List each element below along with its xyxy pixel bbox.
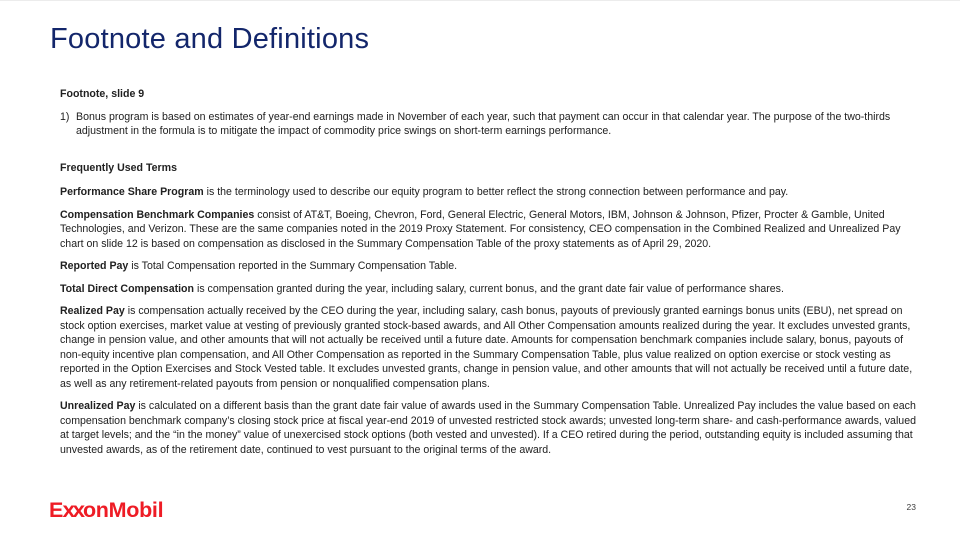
slide-body bbox=[60, 87, 917, 465]
term-name: Realized Pay bbox=[60, 305, 125, 317]
definition-realized-pay bbox=[60, 304, 917, 391]
term-definition: is Total Compensation reported in the Summary Compensation Table. bbox=[128, 260, 458, 272]
definition-total-direct-compensation bbox=[60, 282, 917, 297]
term-definition: is compensation granted during the year, including salary, current bonus, and the grant date fair value of performance shares. bbox=[194, 282, 784, 295]
term-definition: is compensation actually received by the CEO during the year, including salary, cash bonus, payouts of previously granted earnings bonus units (EBU), net spread on stock option exercises, market value at vesting of previously granted stock-based awards, and All Other Compensation amounts realized during the year. It excludes unvested grants, change in pension value, and other amounts that will not actually be received until a future date. Amounts for compensation benchmark companies include salary, bonus, payouts of non-equity incentive plan compensation, and All Other Compensation as reported in the Summary Compensation Table, plus value realized on option exercise or stock vesting as reported in the Option Exercises and Stock Vested table. It excludes unvested grants, change in pension value, and other amounts that will not actually be received until a future date, as well as any retirement-related payouts from pension or nonqualified compensation plans. bbox=[60, 305, 913, 390]
logo-part-onmobil: onMobil bbox=[82, 498, 164, 522]
page-title: Footnote and Definitions bbox=[50, 23, 370, 55]
terms-heading: Frequently Used Terms bbox=[60, 161, 177, 174]
footnote-marker: 1) bbox=[60, 110, 70, 123]
term-definition: consist of AT&T, Boeing, Chevron, Ford, General Electric, General Motors, IBM, Johnson & Johnson, Pfizer, Procter & Gamble, United Technologies, and Verizon. These are the same companies noted in the 2019 Proxy Statement. For consistency, CEO compensation in the Combined Realized and Unrealized Pay chart on slide 12 is based on compensation as disclosed in the Summary Compensation Table of the proxy statements as of April 29, 2020. bbox=[60, 208, 901, 250]
footnote-heading: Footnote, slide 9 bbox=[60, 88, 145, 100]
definition-unrealized-pay bbox=[60, 399, 917, 457]
footnote-text: Bonus program is based on estimates of year-end earnings made in November of each year, such that payment can occur in that calendar year. The purpose of the two-thirds adjustment in the formula is to mitigate the impact of commodity price swings on short-term earnings performance. bbox=[76, 110, 891, 137]
logo-part-e: E bbox=[49, 498, 64, 522]
term-name: Compensation Benchmark Companies bbox=[60, 208, 255, 221]
term-name: Unrealized Pay bbox=[60, 400, 136, 412]
term-definition: is calculated on a different basis than the grant date fair value of awards used in the Summary Compensation Table. Unrealized Pay includes the value based on each compensation benchmark company’s closing stock price at fiscal year-end 2019 of unvested restricted stock awards; unvested long-term share- and cash-performance awards, valued at target levels; and the “in the money” value of unexercised stock options (both vested and unvested). If a CEO retired during the period, outstanding equity is included assuming that unvested awards, as of the retirement date, continued to vest pursuant to the original terms of the award. bbox=[60, 400, 916, 456]
term-definition: is the terminology used to describe our equity program to better reflect the strong connection between performance and pay. bbox=[203, 186, 789, 198]
page-number: 23 bbox=[906, 502, 916, 512]
term-name: Reported Pay bbox=[60, 260, 129, 272]
definition-performance-share-program bbox=[60, 185, 917, 200]
term-name: Total Direct Compensation bbox=[60, 282, 195, 295]
logo-interlocked-xx: xx bbox=[62, 498, 83, 522]
term-name: Performance Share Program bbox=[60, 186, 204, 198]
footnote-item bbox=[60, 110, 917, 139]
exxonmobil-logo bbox=[49, 498, 163, 523]
definition-reported-pay bbox=[60, 259, 917, 274]
definition-compensation-benchmark-companies bbox=[60, 208, 917, 252]
